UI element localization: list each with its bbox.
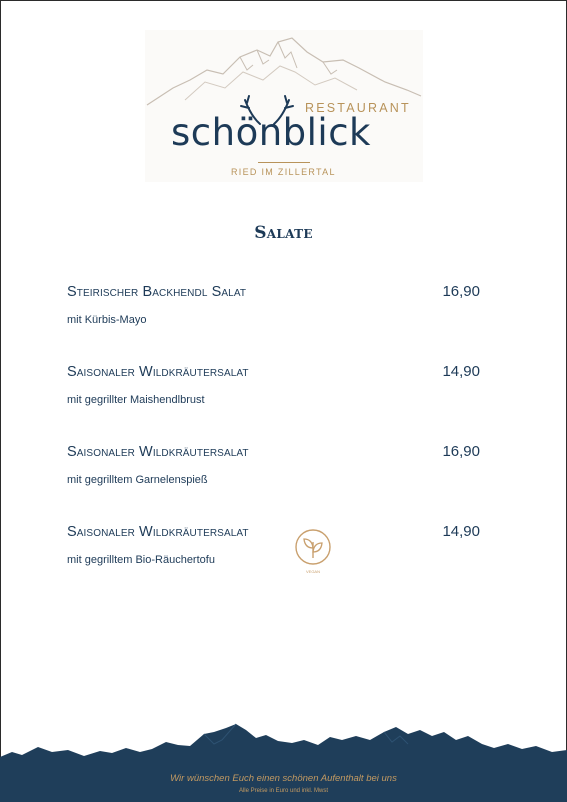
menu-item-name: Saisonaler Wildkräutersalat — [67, 364, 249, 380]
menu-item — [67, 364, 482, 406]
vegan-badge-label: VEGAN — [305, 569, 321, 574]
menu-item — [67, 524, 482, 566]
footer-price-note: Alle Preise in Euro und inkl. Mwst — [238, 788, 329, 794]
menu-item — [67, 284, 482, 326]
logo-brand-name: schönblick — [171, 111, 371, 154]
vegan-leaf-icon — [294, 528, 332, 580]
menu-item-price: 16,90 — [442, 283, 480, 300]
vegan-badge — [294, 528, 332, 580]
menu-item-name: Steirischer Backhendl Salat — [67, 284, 247, 300]
footer-greeting: Wir wünschen Euch einen schönen Aufenthalt bei uns — [170, 773, 397, 784]
menu-item-description: mit gegrillter Maishendlbrust — [67, 394, 205, 406]
logo-restaurant-label: RESTAURANT — [305, 101, 411, 115]
logo-region: RIED IM ZILLERTAL — [231, 167, 336, 177]
menu-item — [67, 444, 482, 486]
menu-item-description: mit Kürbis-Mayo — [67, 314, 147, 326]
menu-item-price: 14,90 — [442, 523, 480, 540]
footer — [0, 722, 567, 802]
menu-item-price: 14,90 — [442, 363, 480, 380]
menu-item-price: 16,90 — [442, 443, 480, 460]
menu-item-description: mit gegrilltem Bio-Räuchertofu — [67, 554, 215, 566]
menu-item-name: Saisonaler Wildkräutersalat — [67, 524, 249, 540]
restaurant-logo — [145, 30, 423, 182]
section-title: Salate — [254, 223, 313, 243]
logo-divider — [258, 162, 310, 163]
menu-item-name: Saisonaler Wildkräutersalat — [67, 444, 249, 460]
menu-item-description: mit gegrilltem Garnelenspieß — [67, 474, 208, 486]
